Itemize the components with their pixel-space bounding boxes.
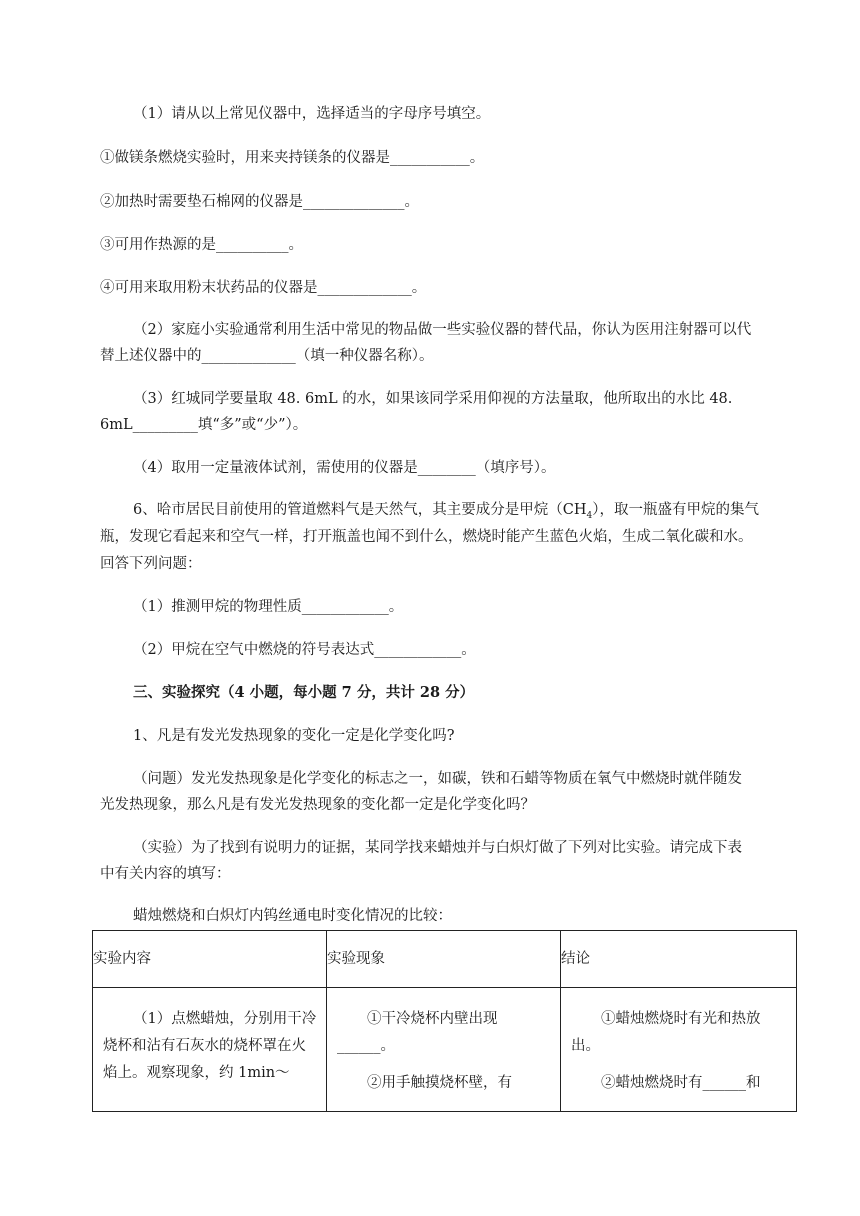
row1-content: （1）点燃蜡烛，分别用干冷烧杯和沾有石灰水的烧杯罩在火焰上。观察现象，约 1min～	[103, 1011, 317, 1081]
q6-line3: 回答下列问题：	[100, 556, 202, 572]
q5-blank-3: ③可用作热源的是__________。	[100, 237, 303, 253]
header-content: 实验内容	[93, 931, 327, 988]
q1-problem-line2: 光发热现象，那么凡是有发光发热现象的变化都一定是化学变化吗？	[100, 797, 535, 813]
q5-sub1-intro: （1）请从以上常见仪器中，选择适当的字母序号填空。	[133, 106, 491, 122]
header-conclusion: 结论	[561, 931, 797, 988]
q6-line1: 6、哈市居民目前使用的管道燃料气是天然气，其主要成分是甲烷$(CH_4)$，取一瓶盛有甲烷的集气	[133, 502, 759, 521]
section-three-heading: 三、实验探究（4 小题，每小题 7 分，共计 28 分）	[133, 684, 475, 701]
row1-conclusion-1: ①蜡烛燃烧时有光和热放出。	[571, 1011, 761, 1054]
comparison-table	[92, 930, 797, 1112]
q1-title: 1、凡是有发光发热现象的变化一定是化学变化吗?	[133, 728, 455, 744]
q1-experiment-line2: 中有关内容的填写：	[100, 866, 231, 882]
q6-sub1: （1）推测甲烷的物理性质____________。	[133, 599, 404, 615]
row1-phenomenon-cell	[327, 988, 561, 1112]
q5-blank-2: ②加热时需要垫石棉网的仪器是______________。	[100, 194, 419, 210]
row1-conclusion-cell	[561, 988, 797, 1112]
q5-sub3-line2: 6mL_________填“多”或“少”）。	[100, 417, 308, 433]
table-header-row	[93, 931, 797, 988]
header-phenomenon: 实验现象	[327, 931, 561, 988]
q5-sub2-line1: （2）家庭小实验通常利用生活中常见的物品做一些实验仪器的替代品，你认为医用注射器可以代	[133, 322, 752, 338]
q5-sub2-line2: 替上述仪器中的_____________（填一种仪器名称）。	[100, 348, 434, 364]
row1-phenomenon-2: ②用手触摸烧杯壁，有	[367, 1075, 512, 1091]
table-caption: 蜡烛燃烧和白炽灯内钨丝通电时变化情况的比较：	[133, 908, 452, 924]
row1-phenomenon-1: ①干冷烧杯内壁出现______。	[337, 1011, 498, 1054]
q5-blank-4: ④可用来取用粉末状药品的仪器是_____________。	[100, 280, 427, 296]
q5-sub3-line1: （3）红城同学要量取 48. 6mL 的水，如果该同学采用仰视的方法量取，他所取出的水比 48.	[133, 391, 733, 407]
q1-experiment-line1: （实验）为了找到有说明力的证据，某同学找来蜡烛并与白炽灯做了下列对比实验。请完成下表	[133, 840, 742, 856]
q5-sub4: （4）取用一定量液体试剂，需使用的仪器是________（填序号）。	[133, 460, 556, 476]
row1-content-cell	[93, 988, 327, 1112]
q6-line2: 瓶，发现它看起来和空气一样，打开瓶盖也闻不到什么，燃烧时能产生蓝色火焰，生成二氧化碳和水。	[100, 529, 753, 545]
q1-problem-line1: （问题）发光发热现象是化学变化的标志之一，如碳，铁和石蜡等物质在氧气中燃烧时就伴随发	[133, 771, 742, 787]
q5-blank-1: ①做镁条燃烧实验时，用来夹持镁条的仪器是___________。	[100, 150, 485, 166]
row1-conclusion-2: ②蜡烛燃烧时有______和	[601, 1075, 761, 1091]
q6-sub2: （2）甲烷在空气中燃烧的符号表达式____________。	[133, 642, 476, 658]
table-row	[93, 988, 797, 1112]
